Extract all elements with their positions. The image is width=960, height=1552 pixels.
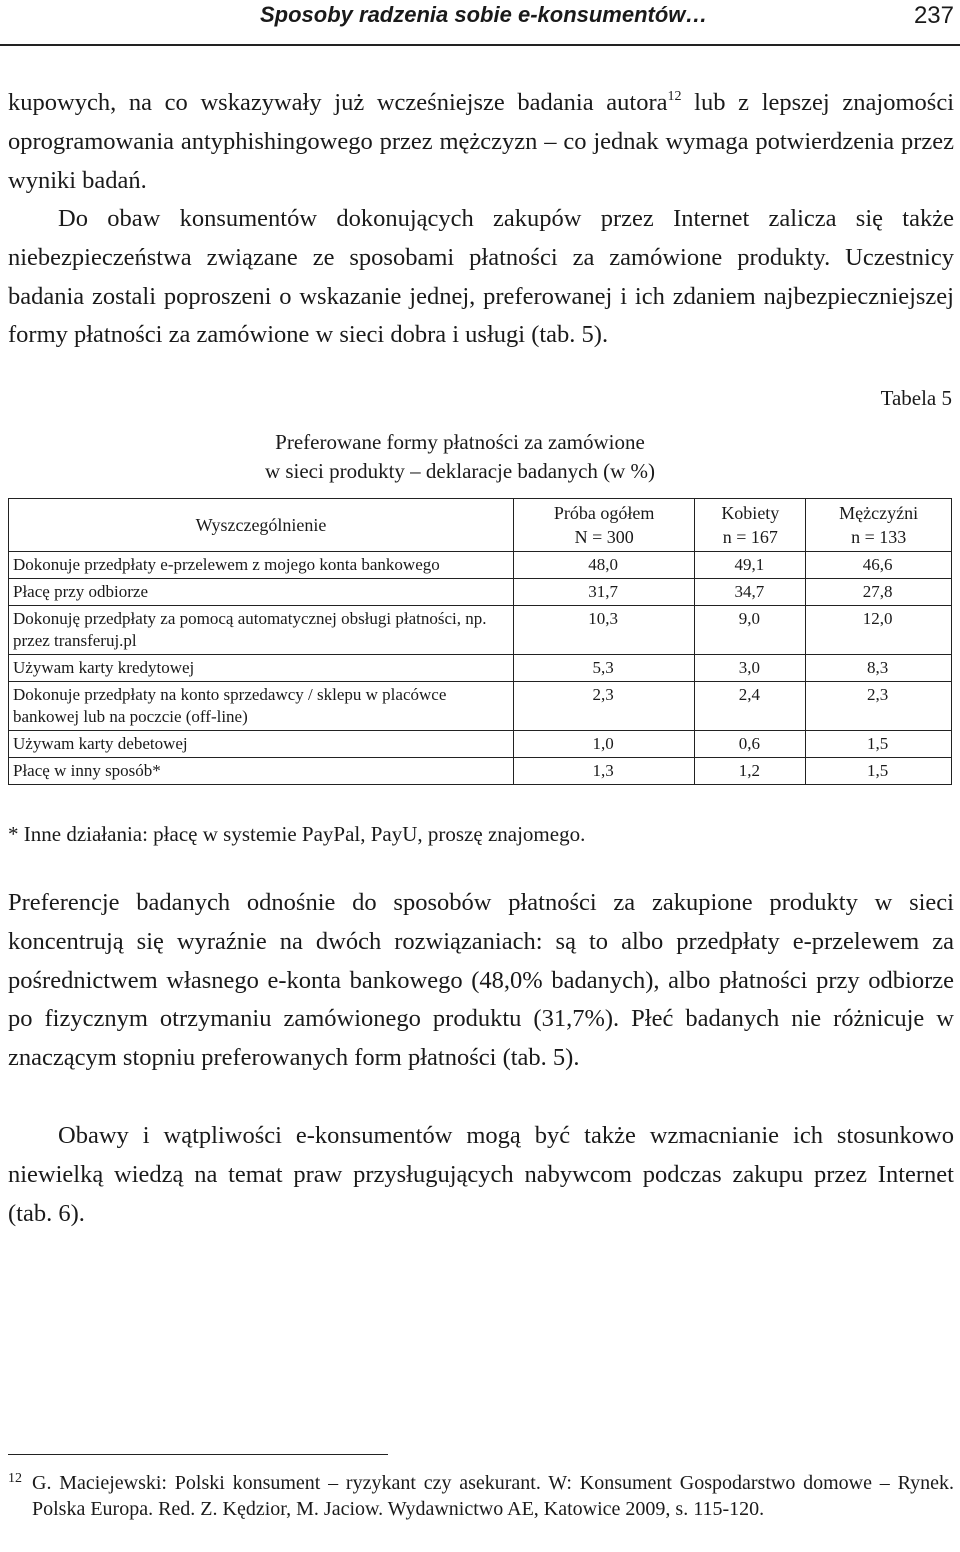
- table-row: [9, 552, 952, 579]
- table-row: [9, 758, 952, 785]
- cell-total: 1,0: [514, 731, 695, 758]
- page-number: 237: [913, 2, 954, 29]
- cell-total: 48,0: [514, 552, 695, 579]
- table-note: * Inne działania: płacę w systemie PayPal, PayU, proszę znajomego.: [8, 822, 586, 846]
- table-title: [180, 428, 740, 486]
- cell-men: 1,5: [806, 758, 952, 785]
- table-row: [9, 731, 952, 758]
- cell-women: 0,6: [695, 731, 806, 758]
- intro-paragraph: [8, 84, 954, 200]
- cell-total: 10,3: [514, 606, 695, 655]
- cell-women: 1,2: [695, 758, 806, 785]
- row-label: Dokonuje przedpłaty e-przelewem z mojego konta bankowego: [9, 552, 514, 579]
- payment-preferences-table: [8, 498, 952, 785]
- table-title-line-2: w sieci produkty – deklaracje badanych (w %): [264, 459, 656, 483]
- column-header-women-name: Kobiety: [721, 503, 780, 523]
- row-label: Używam karty kredytowej: [9, 655, 514, 682]
- cell-total: 2,3: [514, 682, 695, 731]
- cell-men: 46,6: [806, 552, 952, 579]
- body-paragraph-2: Do obaw konsumentów dokonujących zakupów przez Internet zalicza się także niebezpieczeństwa związane ze sposobami płatności za zamówione produkty. Uczestnicy badania zostali poproszeni o wskazanie jednej, preferowanej i ich zdaniem najbezpieczniejszej formy płatności za zamówione w sieci dobra i usługi (tab. 5).: [8, 205, 954, 349]
- column-header-total-n: N = 300: [574, 527, 634, 547]
- cell-men: 12,0: [806, 606, 952, 655]
- column-header-total: [514, 499, 695, 552]
- intro-text-continued: lub z lepszej znajomości oprogramowania antyphishingowego przez mężczyzn – co jednak wymaga potwierdzenia przez wyniki badań.: [8, 89, 954, 194]
- column-header-total-name: Próba ogółem: [553, 503, 655, 523]
- row-label: Płacę przy odbiorze: [9, 579, 514, 606]
- column-header-men-n: n = 133: [851, 527, 907, 547]
- row-label: Płacę w inny sposób*: [9, 758, 514, 785]
- table-row: [9, 606, 952, 655]
- column-header-item: Wyszczególnienie: [9, 499, 514, 552]
- table-row: [9, 682, 952, 731]
- body-paragraph-3: Preferencje badanych odnośnie do sposobów płatności za zakupione produkty w sieci koncentrują się wyraźnie na dwóch rozwiązaniach: są to albo przedpłaty e-przelewem za pośrednictwem własnego e-konta bankowego (48,0% badanych), albo płatności przy odbiorze po fizycznym otrzymaniu zamówionego produktu (31,7%). Płeć badanych nie różnicuje w znaczącym stopniu preferowanych form płatności (tab. 5).: [8, 889, 954, 1072]
- footnote-text: G. Maciejewski: Polski konsument – ryzykant czy asekurant. W: Konsument Gospodarstwo domowe – Rynek. Polska Europa. Red. Z. Kędzior, M. Jaciow. Wydawnictwo AE, Katowice 2009, s. 115-120.: [32, 1472, 954, 1520]
- intro-text: kupowych, na co wskazywały już wcześniejsze badania autora: [8, 89, 668, 116]
- footnote-reference[interactable]: 12: [667, 89, 682, 104]
- cell-women: 9,0: [695, 606, 806, 655]
- cell-men: 27,8: [806, 579, 952, 606]
- table-row: [9, 579, 952, 606]
- table-title-line-1: Preferowane formy płatności za zamówione: [275, 430, 645, 454]
- column-header-women: [695, 499, 806, 552]
- cell-women: 3,0: [695, 655, 806, 682]
- cell-total: 1,3: [514, 758, 695, 785]
- cell-men: 2,3: [806, 682, 952, 731]
- running-title: Sposoby radzenia sobie e-konsumentów…: [260, 2, 708, 27]
- row-label: Używam karty debetowej: [9, 731, 514, 758]
- column-header-women-n: n = 167: [722, 527, 778, 547]
- footnote-divider: [8, 1454, 388, 1455]
- cell-men: 8,3: [806, 655, 952, 682]
- footnote-mark: 12: [8, 1471, 22, 1486]
- row-label: Dokonuję przedpłaty za pomocą automatycznej obsługi płatności, np. przez transferuj.pl: [9, 606, 514, 655]
- cell-women: 34,7: [695, 579, 806, 606]
- cell-women: 49,1: [695, 552, 806, 579]
- table-header-row: [9, 499, 952, 552]
- cell-men: 1,5: [806, 731, 952, 758]
- table-row: [9, 655, 952, 682]
- running-header: [0, 0, 960, 46]
- column-header-men-name: Mężczyźni: [839, 503, 919, 523]
- column-header-men: [806, 499, 952, 552]
- footnote: [8, 1470, 954, 1522]
- cell-total: 5,3: [514, 655, 695, 682]
- cell-women: 2,4: [695, 682, 806, 731]
- body-paragraph-4: Obawy i wątpliwości e-konsumentów mogą być także wzmacnianie ich stosunkowo niewielką wiedzą na temat praw przysługujących nabywcom podczas zakupu przez Internet (tab. 6).: [8, 1122, 954, 1227]
- row-label: Dokonuje przedpłaty na konto sprzedawcy / sklepu w placówce bankowej lub na poczcie (off-line): [9, 682, 514, 731]
- cell-total: 31,7: [514, 579, 695, 606]
- table-label: Tabela 5: [880, 386, 952, 410]
